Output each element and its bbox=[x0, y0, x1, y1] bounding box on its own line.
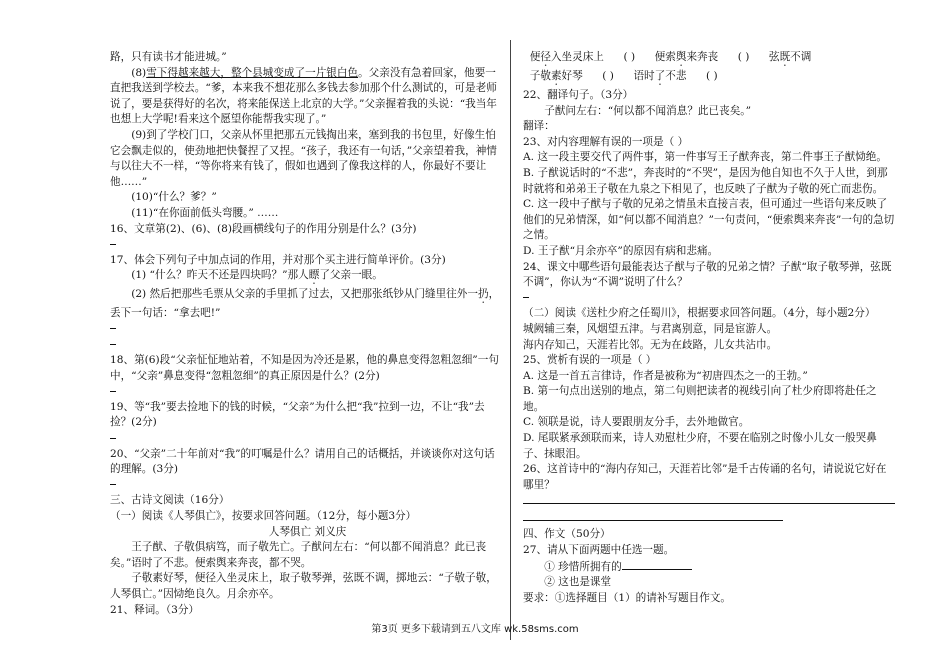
passage-paragraph-8 bbox=[110, 66, 505, 128]
option-25b: B. 第一句点出送别的地点，第二句则把读者的视线引向了杜少府即将赴任之地。 bbox=[523, 385, 877, 413]
answer-line bbox=[110, 431, 505, 447]
poem-title: 人琴俱亡 刘义庆 bbox=[268, 525, 347, 538]
answer-line bbox=[523, 493, 895, 504]
option-25a: A. 这是一首五言律诗，作者是被称为“初唐四杰之一的王勃。” bbox=[523, 369, 808, 382]
section-3a-heading: （一）阅读《人琴俱亡》，按要求回答问题。（12分，每小题3分） bbox=[110, 510, 417, 523]
question-21: 21、释词。（3分） bbox=[110, 603, 200, 616]
question-20: 20、“父亲”二十年前对“我”的叮嘱是什么？请用自己的话概括，并谈谈你对这句话的理解。(3分) bbox=[110, 447, 495, 476]
question-17: 17、体会下列句子中加点词的作用，并对那个买主进行简单评价。(3分) bbox=[110, 253, 446, 266]
question-22-sentence: 子猷问左右：“何以都不闻消息？此已丧矣。” bbox=[544, 104, 751, 117]
right-column bbox=[523, 50, 895, 606]
dotted-word: 瞟 bbox=[308, 269, 320, 282]
option-25c: C. 领联是说，诗人要跟朋友分手，去外地做官。 bbox=[523, 416, 750, 429]
question-24: 24、课文中哪些语句最能表达子猷与子敬的兄弟之情？子猷“取子敬琴弹，弦既不调”，你认为“不调”说明了什么？ bbox=[523, 260, 892, 289]
column-divider bbox=[510, 40, 511, 640]
answer-line bbox=[110, 322, 505, 338]
classical-text-1: 王子猷、子敬俱病笃，而子敬先亡。子猷问左右：“何以都不闻消息？此已丧矣。”语时了不悲。便索舆来奔丧，都不哭。 bbox=[110, 541, 487, 569]
option-25d: D. 尾联紧承颈联而来，诗人劝慰杜少府，不要在临别之时像小儿女一般哭鼻子、抹眼泪。 bbox=[523, 432, 877, 460]
option-23c: C. 这一段中子猷与子敬的兄弟之情虽未直接言表，但可通过一些语句来反映了他们的兄弟情深，如“何以都不闻消息？”一句责问，“便索舆来奔丧”一句的急切之情。 bbox=[523, 198, 895, 242]
answer-line bbox=[523, 510, 783, 521]
question-27: 27、请从下面两题中任选一题。 bbox=[523, 544, 675, 557]
left-column bbox=[110, 50, 505, 618]
question-18: 18、第(6)段“父亲怔怔地站着，不知是因为冷还是累，他的鼻息变得忽粗忽细”一句中，“父亲”鼻息变得“忽粗忽细”的真正原因是什么？(2分) bbox=[110, 354, 499, 382]
page-footer: 第3页 更多下载请到五八文库 wk.58sms.com bbox=[371, 624, 579, 635]
section-3-heading: 三、古诗文阅读（16分） bbox=[110, 494, 230, 507]
passage-paragraph-10: (10)“什么？爹？” bbox=[131, 191, 217, 204]
answer-line bbox=[110, 478, 505, 494]
question-26: 26、这首诗中的“海内存知己，天涯若比邻”是千古传诵的名句，请说说它好在哪里？ bbox=[523, 463, 887, 491]
poem-line-2: 海内存知己，天涯若比邻。无为在歧路，儿女共沾巾。 bbox=[523, 338, 778, 351]
question-17-item-1: (1) “什么？昨天不还是四块吗？”那人瞟了父亲一眼。 bbox=[131, 269, 383, 282]
vocab-row-2: 子敬素好琴 ( ) 语时了不悲 ( ) bbox=[529, 70, 718, 82]
answer-line bbox=[110, 338, 505, 354]
question-19: 19、等“我”要去捡地下的钱的时候，“父亲”为什么把“我”拉到一边，不让“我”去捡？(2分) bbox=[110, 400, 485, 429]
answer-line bbox=[110, 237, 505, 253]
translation-label: 翻译： bbox=[523, 120, 555, 133]
vocab-row-1: 便径入坐灵床上 ( ) 便索舆来奔丧 ( ) 弦既不调 bbox=[529, 51, 812, 63]
section-4-heading: 四、作文（50分） bbox=[523, 528, 611, 541]
question-22: 22、翻译句子。（3分） bbox=[523, 89, 634, 101]
passage-paragraph-9: (9)到了学校门口，父亲从怀里把那五元钱掏出来，塞到我的书包里，好像生怕它会飘走似的，使劲地把快餐捏了又捏。“孩子，我还有一句话，”父亲望着我，神情与以往大不一样，“等你将来有钱了，假如也遇到了像我这样的人，你最好不要让他……” bbox=[110, 128, 497, 188]
question-16: 16、文章第(2)、(6)、(8)段画横线句子的作用分别是什么？(3分) bbox=[110, 222, 417, 235]
para-number: (8) bbox=[131, 66, 147, 79]
option-23a: A. 这一段主要交代了两件事，第一件事写王子猷奔丧，第二件事王子猷恸绝。 bbox=[523, 151, 887, 164]
answer-line bbox=[110, 384, 505, 400]
question-25: 25、赏析有误的一项是（ ） bbox=[523, 354, 657, 367]
classical-text-2: 子敬素好琴，便径入坐灵床上，取子敬琴弹，弦既不调，掷地云：“子敬子敬，人琴俱亡。”因恸绝良久。月余亦卒。 bbox=[110, 572, 497, 600]
poem-line-1: 城阙辅三秦，风烟望五津。与君离别意，同是宦游人。 bbox=[523, 322, 778, 335]
essay-option-1: ① 珍惜所拥有的 bbox=[523, 559, 895, 576]
dotted-word: 扔 bbox=[477, 288, 489, 301]
answer-line bbox=[523, 291, 895, 307]
underlined-sentence: 雪下得越来越大，整个县城变成了一片银白色 bbox=[146, 66, 359, 79]
option-23d: D. 王子猷“月余亦卒”的原因有病和悲痛。 bbox=[523, 244, 719, 257]
question-17-item-2: (2) 然后把那些毛票从父亲的手里抓了过去，又把那张纸钞从门缝里往外一扔，丢下一句话：“拿去吧!” bbox=[110, 288, 500, 320]
passage-paragraph-11: (11)“在你面前低头弯腰。” …… bbox=[131, 206, 279, 219]
passage-text: 。父亲没有急着回家，他要一直把我送到学校去。“爹，本来我不想花那么多钱去参加那个什么测试的，可是老师说了，要是获得好的名次，将来能保送上北京的大学。”父亲握着我的头说：“我当年也想上大学呢!看来这个愿望你能帮我实现了。” bbox=[110, 66, 497, 126]
section-3b-heading: （二）阅读《送杜少府之任蜀川》，根据要求回答问题。（4分，每小题2分） bbox=[523, 307, 876, 320]
question-23: 23、对内容理解有误的一项是（ ） bbox=[523, 135, 689, 148]
passage-line: 路，只有读书才能进城。” bbox=[110, 51, 227, 63]
title-blank bbox=[622, 559, 692, 570]
essay-option-2: ② 这也是课堂 bbox=[544, 576, 612, 589]
option-23b: B. 子猷说话时的“不悲”，奔丧时的“不哭”，是因为他自知也不久于人世，到那时就将和弟弟王子敬在九泉之下相见了，也反映了子猷为子敬的死亡而悲伤。 bbox=[523, 166, 888, 195]
essay-requirement: 要求：①选择题目（1）的请补写题目作文。 bbox=[523, 591, 732, 604]
